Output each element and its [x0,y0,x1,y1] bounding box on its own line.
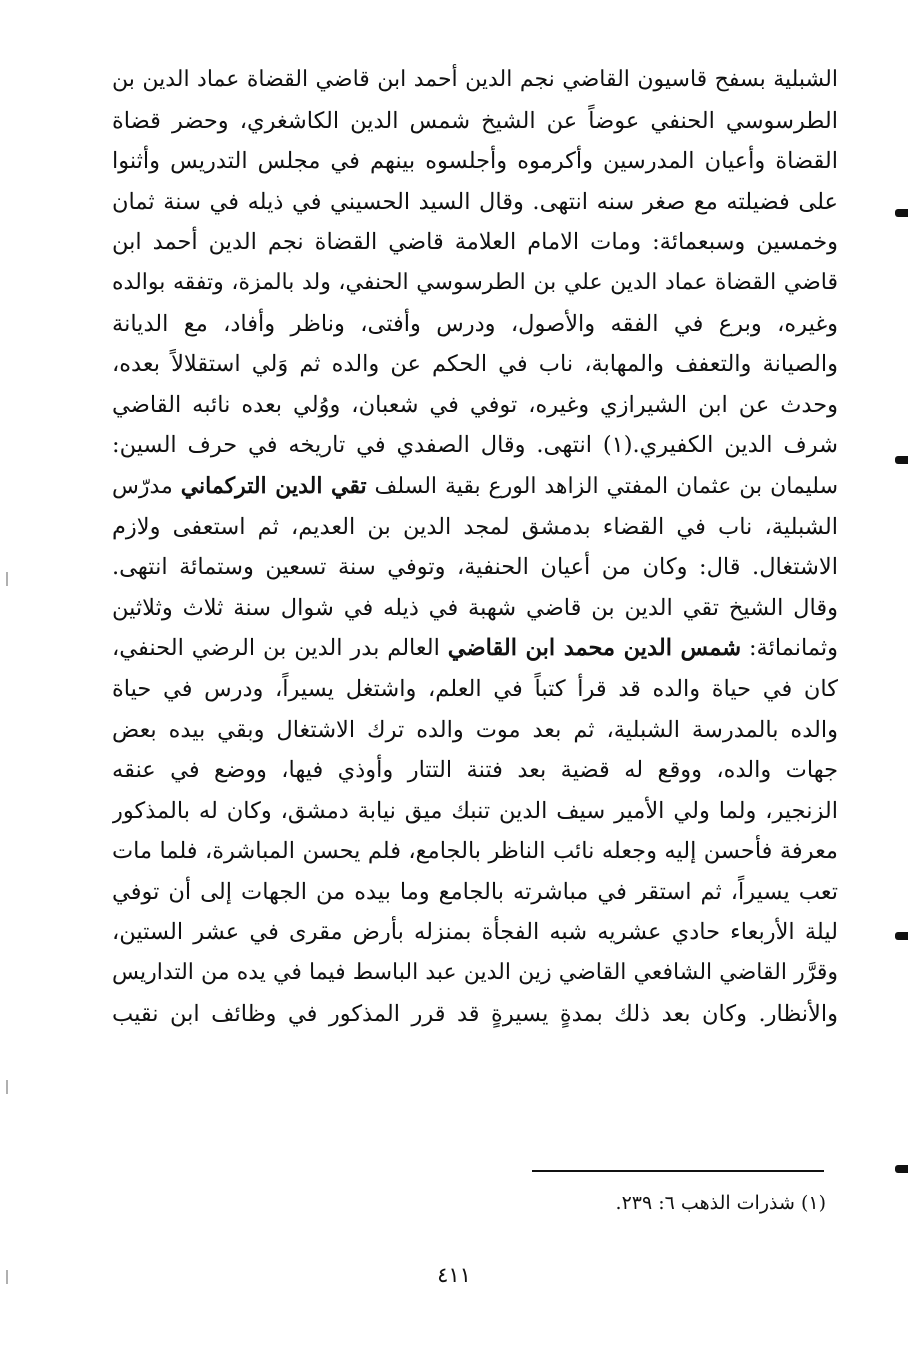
text-line: الشبلية بسفح قاسيون القاضي نجم الدين أحمد ابن قاضي القضاة عماد الدين بن [112,67,838,92]
text-line: والصيانة والتعفف والمهابة، ناب في الحكم عن والده ثم وَلي استقلالاً بعده، [112,351,838,378]
text-segment: مدرّس [112,473,181,499]
text-line [112,466,838,507]
bold-name: تقي الدين التركماني [180,472,367,499]
text-line: ليلة الأربعاء حادي عشريه شبه الفجأة بمنزله بأرض مقرى في عشر الستين، [112,919,838,946]
text-line: معرفة فأحسن إليه وجعله نائب الناظر بالجامع، فلم يحسن المباشرة، فلما مات [112,838,838,865]
margin-mark [895,932,908,940]
page-number: ٤١١ [437,1263,471,1287]
scan-speck [6,572,8,586]
footnote-separator [532,1170,824,1172]
text-line: وقال الشيخ تقي الدين بن قاضي شهبة في ذيله في شوال سنة ثلاث وثلاثين [112,594,838,621]
bold-name: شمس الدين محمد ابن القاضي [447,635,742,662]
text-line: الشبلية، ناب في القضاء بدمشق لمجد الدين بن العديم، ثم استعفى ولازم [112,513,838,540]
text-line: وخمسين وسبعمائة: ومات الامام العلامة قاضي القضاة نجم الدين أحمد ابن [112,229,838,256]
text-line: قاضي القضاة عماد الدين علي بن الطرسوسي الحنفي، ولد بالمزة، وتفقه بوالده [112,269,838,295]
text-line: وقرَّر القاضي الشافعي القاضي زين الدين عبد الباسط فيما في يده من التداريس [112,960,838,986]
text-line: جهات والده، ووقع له قضية بعد فتنة التتار وأوذي فيها، ووضع في عنقه [112,757,838,784]
text-line: والأنظار. وكان بعد ذلك بمدةٍ يسيرةٍ قد قرر المذكور في وظائف ابن نقيب [112,1000,838,1027]
margin-mark [895,209,908,217]
text-line: شرف الدين الكفيري.(١) انتهى. وقال الصفدي في تاريخه في حرف السين: [112,432,838,459]
scan-speck [6,1270,8,1284]
margin-mark [895,456,908,464]
text-line: الطرسوسي الحنفي عوضاً عن الشيخ شمس الدين الكاشغري، وحضر قضاة [112,107,838,134]
text-line: كان في حياة والده قد قرأ كتباً في العلم، واشتغل يسيراً، ودرس في حياة [112,675,838,702]
text-line: الزنجير، ولما ولي الأمير سيف الدين تنبك ميق نيابة دمشق، وكان له بالمذكور [112,797,838,824]
scan-speck [6,1080,8,1094]
text-line: والده بالمدرسة الشبلية، ثم بعد موت والده ترك الاشتغال وبقي بيده بعض [112,716,838,743]
text-line: وغيره، وبرع في الفقه والأصول، ودرس وأفتى، وناظر وأفاد، مع الديانة [112,310,838,337]
text-segment: سليمان بن عثمان المفتي الزاهد الورع بقية السلف [366,473,838,499]
text-line: على فضيلته مع صغر سنه انتهى. وقال السيد الحسيني في ذيله في سنة ثمان [112,188,838,215]
footnote: (١) شذرات الذهب ٦: ٢٣٩. [615,1192,826,1214]
text-line: القضاة وأعيان المدرسين وأكرموه وأجلسوه بينهم في مجلس التدريس وأثنوا [112,148,838,175]
margin-mark [895,1165,908,1173]
text-line: الاشتغال. قال: وكان من أعيان الحنفية، وتوفي سنة تسعين وستمائة انتهى. [112,554,838,581]
text-segment: العالم بدر الدين بن الرضي الحنفي، [112,635,448,662]
text-segment: وثمانمائة: [741,635,838,662]
text-line: تعب يسيراً، ثم استقر في مباشرته بالجامع وما بيده من الجهات إلى أن توفي [112,878,838,905]
text-line [112,628,838,669]
body-text [112,60,838,1034]
text-line: وحدث عن ابن الشيرازي وغيره، توفي في شعبان، ووُلي بعده نائبه القاضي [112,391,838,418]
